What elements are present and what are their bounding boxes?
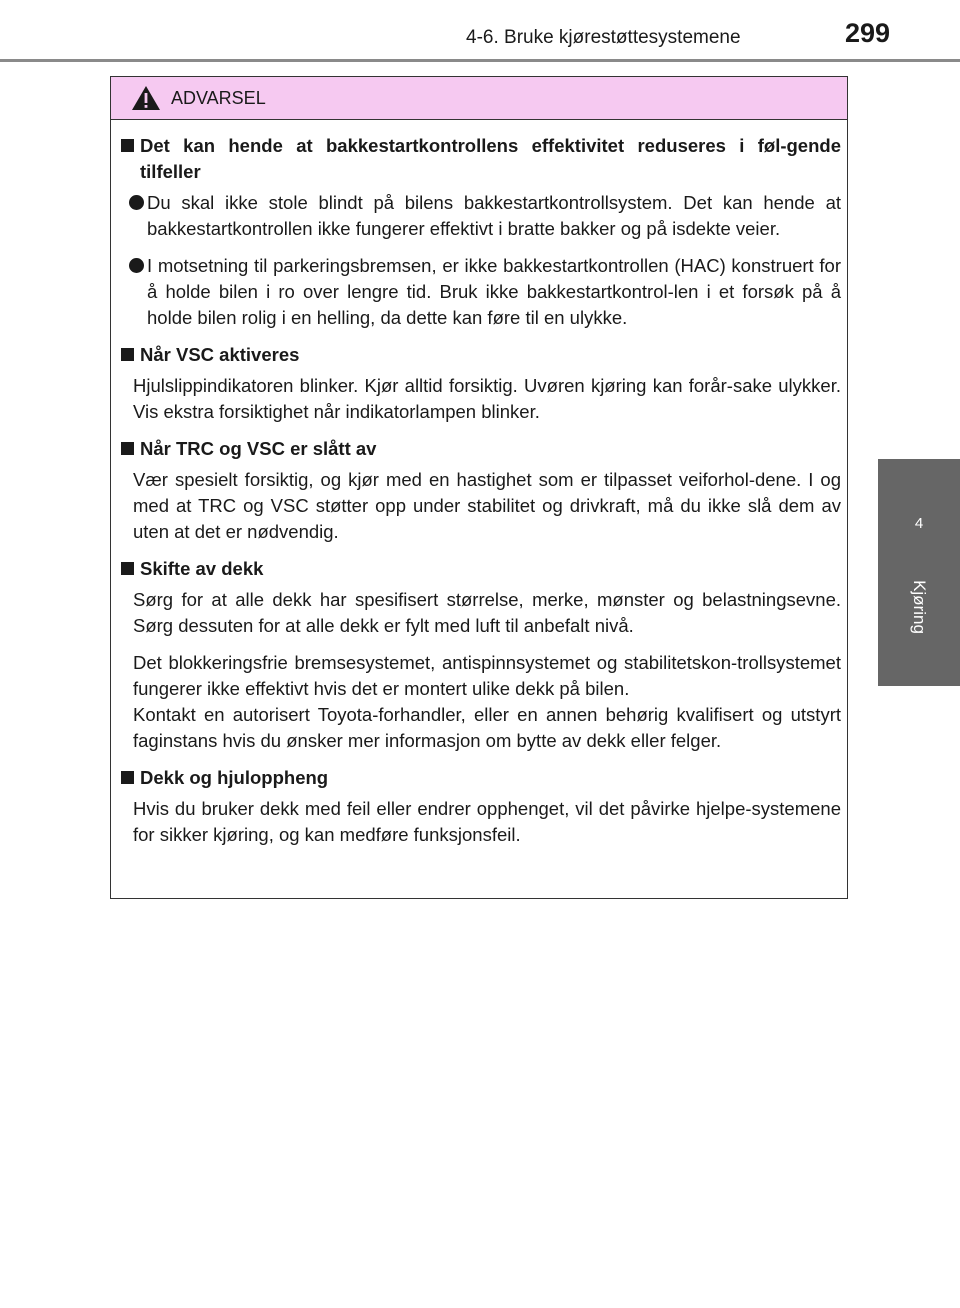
section-title: Når TRC og VSC er slått av [121,436,841,462]
section-title: Det kan hende at bakkestartkontrollens effektivitet reduseres i føl-gende tilfeller [121,133,841,185]
header-divider [0,59,960,62]
round-bullet-icon [129,258,144,273]
section-title: Når VSC aktiveres [121,342,841,368]
paragraph: Vær spesielt forsiktig, og kjør med en hastighet som er tilpasset veiforhol-dene. I og med at TRC og VSC støtter opp under stabilitet og drivkraft, må du ikke slå dem av uten at det er nødvendig. [133,469,841,542]
warning-triangle-icon [131,85,161,111]
chapter-section-title: 4-6. Bruke kjørestøttesystemene [466,27,741,48]
paragraph: Sørg for at alle dekk har spesifisert størrelse, merke, mønster og belastningsevne. Sørg dessuten for at alle dekk er fylt med luft til anbefalt nivå. [133,589,841,636]
square-bullet-icon [121,139,134,152]
square-bullet-icon [121,348,134,361]
warning-section [121,436,841,545]
warning-header [111,77,847,120]
square-bullet-icon [121,771,134,784]
chapter-number: 4 [914,515,924,532]
bullet-item: Du skal ikke stole blindt på bilens bakkestartkontrollsystem. Det kan hende at bakkestartkontrollen ikke fungerer effektivt i bratte bakker og på isdekte veier. [121,190,841,242]
round-bullet-icon [129,195,144,210]
chapter-label: Kjøring [910,580,929,634]
section-title: Dekk og hjuloppheng [121,765,841,791]
page-number: 299 [844,18,890,48]
paragraph: Hvis du bruker dekk med feil eller endrer opphenget, vil det påvirke hjelpe-systemene for sikker kjøring, og kan medføre funksjonsfeil. [133,798,841,845]
section-title: Skifte av dekk [121,556,841,582]
square-bullet-icon [121,442,134,455]
paragraph: Det blokkeringsfrie bremsesystemet, antispinnsystemet og stabilitetskon-trollsystemet fungerer ikke effektivt hvis det er montert ulike dekk på bilen. [133,652,841,699]
warning-section [121,342,841,425]
warning-content [121,133,841,859]
chapter-side-tab [878,459,960,686]
warning-title: ADVARSEL [171,88,266,108]
warning-section [121,556,841,754]
warning-section [121,765,841,848]
square-bullet-icon [121,562,134,575]
warning-box [110,76,848,899]
paragraph: Kontakt en autorisert Toyota-forhandler, eller en annen behørig kvalifisert og utstyrt faginstans hvis du ønsker mer informasjon om bytte av dekk eller felger. [133,704,841,751]
paragraph: Hjulslippindikatoren blinker. Kjør alltid forsiktig. Uvøren kjøring kan forår-sake ulykker. Vis ekstra forsiktighet når indikatorlampen blinker. [133,375,841,422]
warning-section [121,133,841,331]
bullet-item: I motsetning til parkeringsbremsen, er ikke bakkestartkontrollen (HAC) konstruert for å holde bilen i ro over lengre tid. Bruk ikke bakkestartkontrol-len i et forsøk på å holde bilen rolig i en helling, da dette kan føre til en ulykke. [121,253,841,331]
